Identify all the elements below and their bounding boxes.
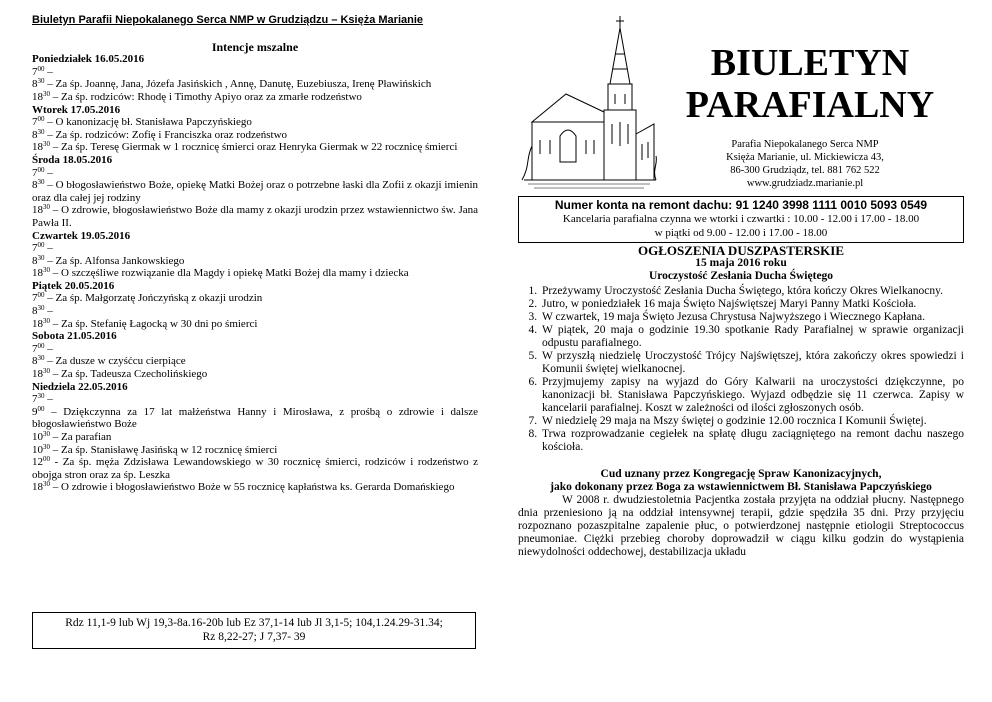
miracle-title: Cud uznany przez Kongregację Spraw Kanonizacyjnych, xyxy=(600,468,882,480)
intention-text: – O szczęśliwe rozwiązanie dla Magdy i opiekę Matki Bożej dla mamy i dziecka xyxy=(50,267,409,280)
mass-minute: 30 xyxy=(37,304,45,313)
mass-minute: 30 xyxy=(43,140,50,149)
intention-text: – Za śp. Stefanię Łagocką w 30 dni po śmierci xyxy=(50,317,258,330)
announcement-item: 6. Przyjmujemy zapisy na wyjazd do Góry Kalwarii na uroczystości dziękczynne, po kanonizacji bł. Stanisława Papczyńskiego. Wyjazd odbędzie się 11 czerwca. Zapisy w kancelarii parafialnej. Koszt w zależności od ilości zgłoszonych osób. xyxy=(540,376,964,415)
mass-hour: 12 xyxy=(32,456,43,469)
intentions-list xyxy=(32,53,478,494)
intention-entry xyxy=(32,179,478,204)
announcement-item: 3. W czwartek, 19 maja Święto Jezusa Chrystusa Najwyższego i Wiecznego Kapłana. xyxy=(540,311,964,324)
mass-hour: 18 xyxy=(32,90,43,103)
intention-entry xyxy=(32,305,478,318)
mass-minute: 30 xyxy=(37,127,45,136)
mass-hour: 8 xyxy=(32,179,38,192)
account-box xyxy=(518,196,964,243)
intention-text: – O kanonizację bł. Stanisława Papczyńskiego xyxy=(44,116,252,129)
bulletin-title xyxy=(660,42,960,126)
intention-day: Piątek 20.05.2016 xyxy=(32,279,115,292)
parish-info-line: Parafia Niepokalanego Serca NMP xyxy=(731,139,879,150)
intention-entry xyxy=(32,116,478,129)
intention-entry xyxy=(32,292,478,305)
miracle-title: jako dokonany przez Boga za wstawiennictwem Bł. Stanisława Papczyńskiego xyxy=(550,481,932,493)
intention-entry xyxy=(32,242,478,255)
announcement-item: 8. Trwa rozprowadzanie cegiełek na spłatę długu zaciągniętego na remont dachu naszego kościoła. xyxy=(540,428,964,454)
intention-entry xyxy=(32,167,478,180)
mass-minute: 00 xyxy=(37,64,45,73)
mass-hour: 18 xyxy=(32,267,43,280)
intention-day: Poniedziałek 16.05.2016 xyxy=(32,53,145,66)
account-number: Numer konta na remont dachu: 91 1240 3998 1111 0010 5093 0549 xyxy=(554,198,928,212)
intention-text: – O zdrowie, błogosławieństwo Boże dla mamy z okazji urodzin przez wstawiennictwo św. Jana Pawła II. xyxy=(32,204,478,229)
mass-hour: 10 xyxy=(32,443,43,456)
mass-minute: 00 xyxy=(37,291,45,300)
intention-entry xyxy=(32,406,478,431)
miracle-section xyxy=(518,468,964,559)
mass-minute: 30 xyxy=(37,77,45,86)
intention-entry xyxy=(32,78,478,91)
announcements-title: OGŁOSZENIA DUSZPASTERSKIE xyxy=(637,243,845,258)
intention-text: – Za śp. rodziców: Zofię i Franciszka oraz rodzeństwo xyxy=(44,128,288,141)
mass-hour: 8 xyxy=(32,254,38,267)
announcement-item: 5. W przyszłą niedzielę Uroczystość Trójcy Najświętszej, która zakończy okres spowiedzi i Komunii świętej wielkanocnej. xyxy=(540,350,964,376)
mass-hour: 7 xyxy=(32,65,38,78)
announcement-item: 4. W piątek, 20 maja o godzinie 19.30 spotkanie Rady Parafialnej w sprawie organizacji odpustu parafialnego. xyxy=(540,324,964,350)
mass-minute: 30 xyxy=(43,89,50,98)
intention-entry xyxy=(32,91,478,104)
mass-hour: 8 xyxy=(32,78,38,91)
mass-hour: 7 xyxy=(32,242,38,255)
mass-hour: 8 xyxy=(32,305,38,318)
mass-minute: 30 xyxy=(43,442,50,451)
parish-info xyxy=(700,138,910,190)
readings-line: Rdz 11,1-9 lub Wj 19,3-8a.16-20b lub Ez 37,1-14 lub Jl 3,1-5; 104,1.24.29-31.34; xyxy=(65,617,443,629)
mass-hour: 7 xyxy=(32,116,38,129)
intention-entry xyxy=(32,318,478,331)
mass-hour: 18 xyxy=(32,204,43,217)
readings-line: Rz 8,22-27; J 7,37- 39 xyxy=(202,631,306,643)
intention-entry xyxy=(32,444,478,457)
intention-day: Sobota 21.05.2016 xyxy=(32,330,117,343)
mass-hour: 8 xyxy=(32,355,38,368)
intention-text: – Za śp. Tadeusza Czecholińskiego xyxy=(50,368,208,381)
bulletin-title-line: BIULETYN xyxy=(710,42,910,84)
bulletin-title-line: PARAFIALNY xyxy=(685,84,935,126)
feast-title: Uroczystość Zesłania Ducha Świętego xyxy=(648,270,834,282)
mass-minute: 30 xyxy=(37,354,45,363)
mass-hour: 7 xyxy=(32,393,38,406)
intention-text: – Za śp. Teresę Giermak w 1 rocznicę śmierci oraz Henryka Giermak w 22 rocznicę śmierci xyxy=(50,141,458,154)
mass-minute: 00 xyxy=(37,115,45,124)
intention-text: – Za śp. Joannę, Jana, Józefa Jasińskich , Annę, Danutę, Euzebiusza, Irenę Pławińskich xyxy=(44,78,432,91)
mass-minute: 00 xyxy=(37,241,45,250)
office-hours-friday: w piątki od 9.00 - 12.00 i 17.00 - 18.00 xyxy=(654,227,828,239)
mass-hour: 9 xyxy=(32,405,38,418)
intention-day: Środa 18.05.2016 xyxy=(32,153,113,166)
mass-hour: 10 xyxy=(32,431,43,443)
intention-text: – Za śp. Alfonsa Jankowskiego xyxy=(44,254,185,267)
intention-day: Czwartek 19.05.2016 xyxy=(32,229,131,242)
intention-entry xyxy=(32,204,478,229)
mass-minute: 30 xyxy=(43,430,50,438)
intention-entry xyxy=(32,343,478,356)
mass-minute: 00 xyxy=(43,455,50,464)
mass-minute: 30 xyxy=(43,316,50,325)
intention-text: – O błogosławieństwo Boże, opiekę Matki Bożej oraz o potrzebne łaski dla Zofii z okazji imienin oraz dla całej jej rodziny xyxy=(32,179,478,204)
mass-minute: 30 xyxy=(43,203,50,212)
miracle-paragraph: W 2008 r. dwudziestoletnia Pacjentka została przyjęta na oddział płucny. Następnego dnia przeniesiono ją na oddział intensywnej terapii, gdzie spędziła 35 dni. Przy przyjęciu rozpoznano pozaszpitalne zapalenie płuc, o potwierdzonej następnie etiologii Streptococcus pneumoniae. Ciężki przebieg choroby doprowadził w ciągu kilku godzin do wystąpienia niewydolności oddechowej, destabilizacja układu xyxy=(518,494,964,558)
mass-minute: 00 xyxy=(37,404,45,413)
intention-text: – Za śp. Małgorzatę Jończyńską z okazji urodzin xyxy=(44,292,263,305)
intention-text: - Za śp. męża Zdzisława Lewandowskiego w 30 rocznicę śmierci, rodziców i rodzeństwo z obojga stron oraz za śp. Leszka xyxy=(32,456,478,481)
mass-minute: 00 xyxy=(37,165,45,174)
parish-info-line: Księża Marianie, ul. Mickiewicza 43, xyxy=(726,152,884,163)
mass-hour: 7 xyxy=(32,342,38,355)
intention-day: Wtorek 17.05.2016 xyxy=(32,103,121,116)
announcements-list xyxy=(518,285,964,454)
mass-minute: 30 xyxy=(43,480,50,489)
intention-text: – xyxy=(44,342,53,355)
intention-entry xyxy=(32,431,478,444)
intention-text: – xyxy=(44,242,53,255)
intention-text: – Za dusze w czyśćcu cierpiące xyxy=(44,355,186,368)
intention-text: – O zdrowie i błogosławieństwo Boże w 55 rocznicę kapłaństwa ks. Gerarda Domańskiego xyxy=(50,481,455,494)
bulletin-header: Biuletyn Parafii Niepokalanego Serca NMP w Grudziądzu – Księża Marianie xyxy=(32,14,424,26)
intention-entry xyxy=(32,255,478,268)
mass-minute: 30 xyxy=(43,266,50,275)
intentions-column xyxy=(32,14,478,494)
announcements-date: 15 maja 2016 roku xyxy=(695,257,787,269)
mass-hour: 18 xyxy=(32,481,43,494)
intention-entry xyxy=(32,481,478,494)
announcement-item: 1. Przeżywamy Uroczystość Zesłania Ducha Świętego, która kończy Okres Wielkanocny. xyxy=(540,285,964,298)
readings-box xyxy=(32,612,476,649)
parish-info-line: 86-300 Grudziądz, tel. 881 762 522 xyxy=(730,165,880,176)
intention-day: Niedziela 22.05.2016 xyxy=(32,380,128,393)
intention-text: – xyxy=(44,166,53,179)
church-illustration xyxy=(520,14,660,194)
mass-hour: 18 xyxy=(32,368,43,381)
mass-minute: 30 xyxy=(37,253,45,262)
intention-text: – Dziękczynna za 17 lat małżeństwa Hanny i Mirosława, z prośbą o zdrowie i dalsze błogosławieństwo Boże xyxy=(32,405,478,431)
intentions-title: Intencje mszalne xyxy=(211,39,299,54)
intention-entry xyxy=(32,141,478,154)
intention-entry xyxy=(32,456,478,481)
office-hours: Kancelaria parafialna czynna we wtorki i czwartki : 10.00 - 12.00 i 17.00 - 18.00 xyxy=(562,213,920,225)
intention-text: – xyxy=(44,305,53,318)
mass-hour: 8 xyxy=(32,128,38,141)
intention-entry xyxy=(32,267,478,280)
intention-text: – xyxy=(44,65,53,78)
mass-minute: 30 xyxy=(37,392,45,401)
intention-entry xyxy=(32,368,478,381)
intention-text: – Za śp. rodziców: Rhodę i Timothy Apiyo oraz za zmarłe rodzeństwo xyxy=(50,90,362,103)
intention-text: – Za parafian xyxy=(50,431,112,443)
announcement-item: 7. W niedzielę 29 maja na Mszy świętej o godzinie 12.00 rocznica I Komunii Świętej. xyxy=(540,415,964,428)
announcement-item: 2. Jutro, w poniedziałek 16 maja Święto Najświętszej Maryi Panny Matki Kościoła. xyxy=(540,298,964,311)
mass-hour: 7 xyxy=(32,292,38,305)
intention-text: – Za śp. Stanisławę Jasińską w 12 rocznicę śmierci xyxy=(50,443,278,456)
mass-hour: 7 xyxy=(32,166,38,179)
intention-entry xyxy=(32,355,478,368)
mass-hour: 18 xyxy=(32,317,43,330)
intention-entry xyxy=(32,129,478,142)
mass-minute: 00 xyxy=(37,341,45,350)
mass-minute: 30 xyxy=(43,367,50,376)
intention-entry xyxy=(32,66,478,79)
intention-text: – xyxy=(44,393,53,406)
announcements-column xyxy=(518,244,964,559)
parish-website: www.grudziadz.marianie.pl xyxy=(746,178,864,189)
mass-minute: 30 xyxy=(37,178,45,187)
intention-entry xyxy=(32,393,478,406)
mass-hour: 18 xyxy=(32,141,43,154)
